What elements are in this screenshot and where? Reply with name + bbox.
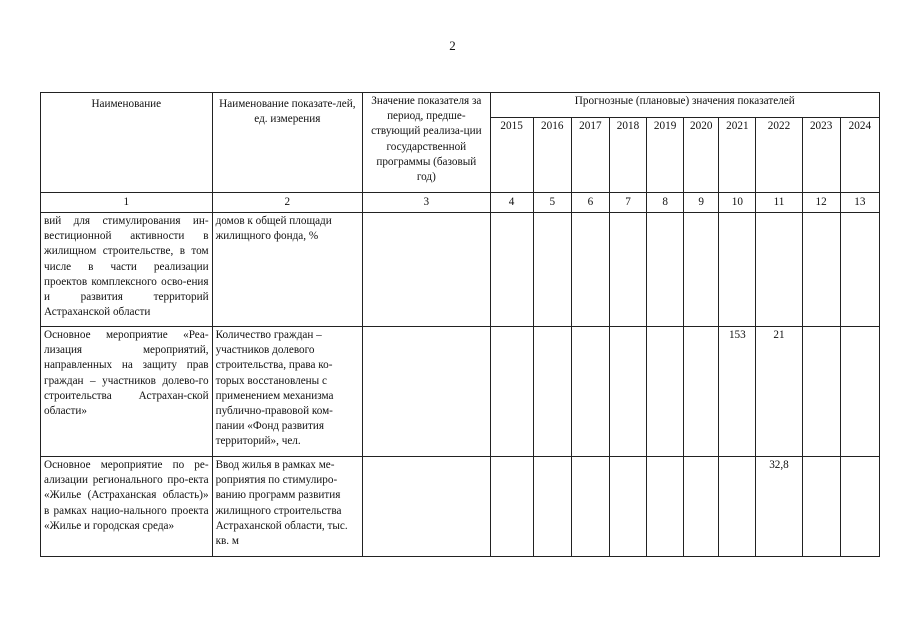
indicators-table [40,92,880,557]
value-cell: 32,8 [756,457,802,557]
header-base-value: Значение показателя за период, предше-ствующий реализа-ции государственной программы (базовый год) [363,93,490,193]
value-cell [802,213,840,327]
header-forecast: Прогнозные (плановые) значения показателей [490,93,879,118]
value-cell [571,457,609,557]
page-number: 2 [449,38,456,53]
value-cell [490,213,533,327]
row-indicator-cell: Количество граждан – участников долевого строительства, права ко-торых восстановлены с применением механизма публично-правовой ком-пании «Фонд развития территорий», чел. [212,327,363,457]
value-cell: 153 [719,327,756,457]
column-number: 13 [840,193,879,213]
value-cell [571,213,609,327]
value-cell [684,213,719,327]
value-cell [571,327,609,457]
column-number: 7 [609,193,646,213]
table-row [41,457,880,557]
row-name-cell: Основное мероприятие «Реа-лизация мероприятий, направленных на защиту прав граждан – участников долево-го строительства Астрахан-ской области» [41,327,213,457]
header-indicator: Наименование показате-лей, ед. измерения [212,93,363,193]
value-cell [840,457,879,557]
value-cell [840,327,879,457]
column-numbers-row [41,193,880,213]
header-year: 2017 [571,118,609,193]
header-year: 2019 [647,118,684,193]
value-cell [609,213,646,327]
header-year: 2023 [802,118,840,193]
column-number: 9 [684,193,719,213]
value-cell [647,213,684,327]
value-cell [609,457,646,557]
value-cell [684,327,719,457]
column-number: 2 [212,193,363,213]
value-cell [533,457,571,557]
value-cell [802,327,840,457]
column-number: 3 [363,193,490,213]
value-cell [647,457,684,557]
value-cell [647,327,684,457]
header-year: 2015 [490,118,533,193]
header-year: 2018 [609,118,646,193]
row-indicator-cell: Ввод жилья в рамках ме-роприятия по стимулиро-ванию программ развития жилищного строительства Астраханской области, тыс. кв. м [212,457,363,557]
column-number: 1 [41,193,213,213]
value-cell [719,457,756,557]
value-cell: 21 [756,327,802,457]
header-year: 2024 [840,118,879,193]
header-row-top [41,93,880,118]
row-base-cell [363,327,490,457]
value-cell [756,213,802,327]
header-year: 2016 [533,118,571,193]
column-number: 8 [647,193,684,213]
column-number: 11 [756,193,802,213]
row-name-cell: вий для стимулирования ин-вестиционной активности в жилищном строительстве, в том числе в части реализации проектов комплексного осво-ения и развития территорий Астраханской области [41,213,213,327]
row-name-cell: Основное мероприятие по ре-ализации регионального про-екта «Жилье (Астраханская область)» в рамках нацио-нального проекта «Жилье и городская среда» [41,457,213,557]
value-cell [533,213,571,327]
value-cell [684,457,719,557]
column-number: 10 [719,193,756,213]
column-number: 12 [802,193,840,213]
value-cell [490,457,533,557]
table-row [41,327,880,457]
value-cell [490,327,533,457]
header-year: 2021 [719,118,756,193]
row-indicator-cell: домов к общей площади жилищного фонда, % [212,213,363,327]
column-number: 5 [533,193,571,213]
value-cell [533,327,571,457]
value-cell [609,327,646,457]
column-number: 4 [490,193,533,213]
value-cell [719,213,756,327]
header-name: Наименование [41,93,213,193]
row-base-cell [363,457,490,557]
value-cell [840,213,879,327]
value-cell [802,457,840,557]
column-number: 6 [571,193,609,213]
header-year: 2020 [684,118,719,193]
table-row [41,213,880,327]
header-year: 2022 [756,118,802,193]
row-base-cell [363,213,490,327]
